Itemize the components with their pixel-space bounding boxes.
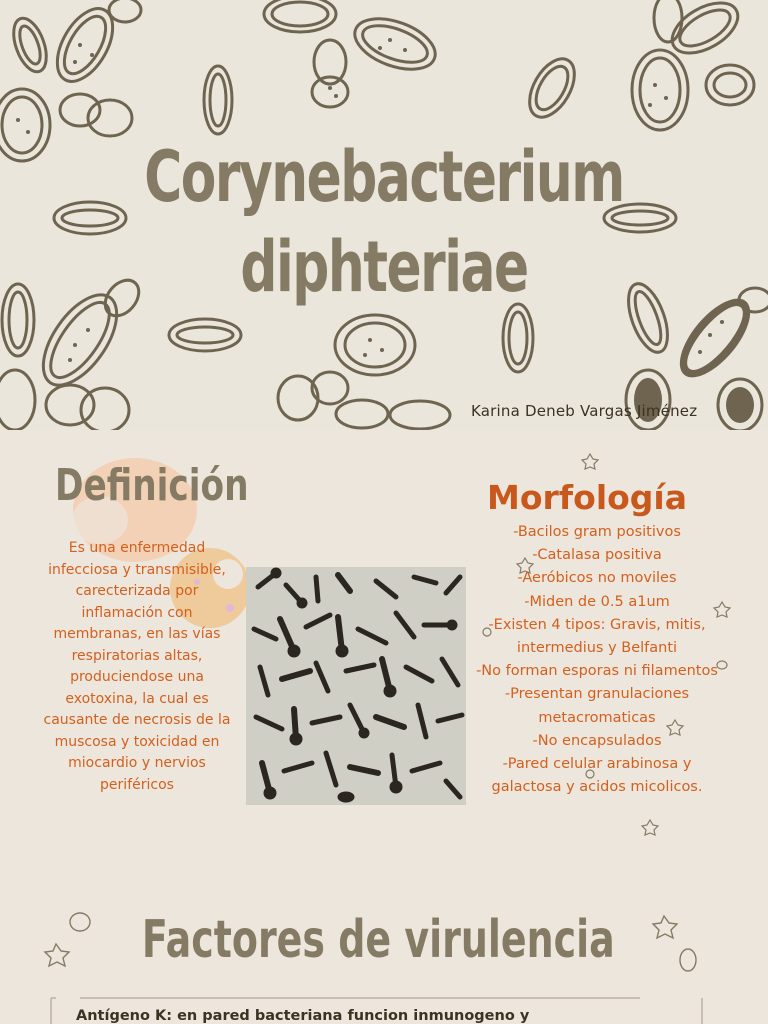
microscope-image [246, 567, 466, 805]
morphology-heading: Morfología [487, 478, 687, 517]
title-line-1: Corynebacterium [144, 136, 624, 218]
morphology-item: -Aeróbicos no moviles [517, 570, 677, 587]
morphology-item: -Existen 4 tipos: Gravis, mitis, intermedius y Belfanti [488, 616, 706, 657]
morphology-item: -No encapsulados [532, 732, 662, 749]
virulence-text: Antígeno K: en pared bacteriana funcion inmunogeno y [76, 1008, 530, 1024]
morphology-item: -No forman esporas ni filamentos [476, 663, 718, 680]
definition-heading: Definición [55, 460, 249, 511]
morphology-item: -Bacilos gram positivos [513, 524, 681, 540]
virulence-slide [0, 862, 768, 1024]
morphology-item: -Presentan granulaciones metacromaticas [504, 686, 690, 726]
title-slide [0, 0, 768, 430]
morphology-list [476, 521, 718, 799]
title-line-2: diphteriae [240, 226, 528, 308]
morphology-item: -Miden de 0.5 a1um [524, 593, 670, 610]
morphology-item: -Catalasa positiva [532, 547, 662, 564]
virulence-heading: Factores de virulencia [141, 910, 615, 970]
definition-text: Es una enfermedad infecciosa y transmisible, carecterizada por inflamación con membranas, en las vías respiratorias altas, produciendose una exotoxina, la cual es causante de necrosis de la muscosa y toxicidad en miocardio y nervios periféricos [43, 540, 231, 793]
definition-morphology-slide [0, 430, 768, 862]
morphology-item: -Pared celular arabinosa y galactosa y acidos micolicos. [491, 756, 703, 796]
presentation-title [100, 132, 668, 312]
author-name: Karina Deneb Vargas Jiménez [471, 402, 698, 420]
